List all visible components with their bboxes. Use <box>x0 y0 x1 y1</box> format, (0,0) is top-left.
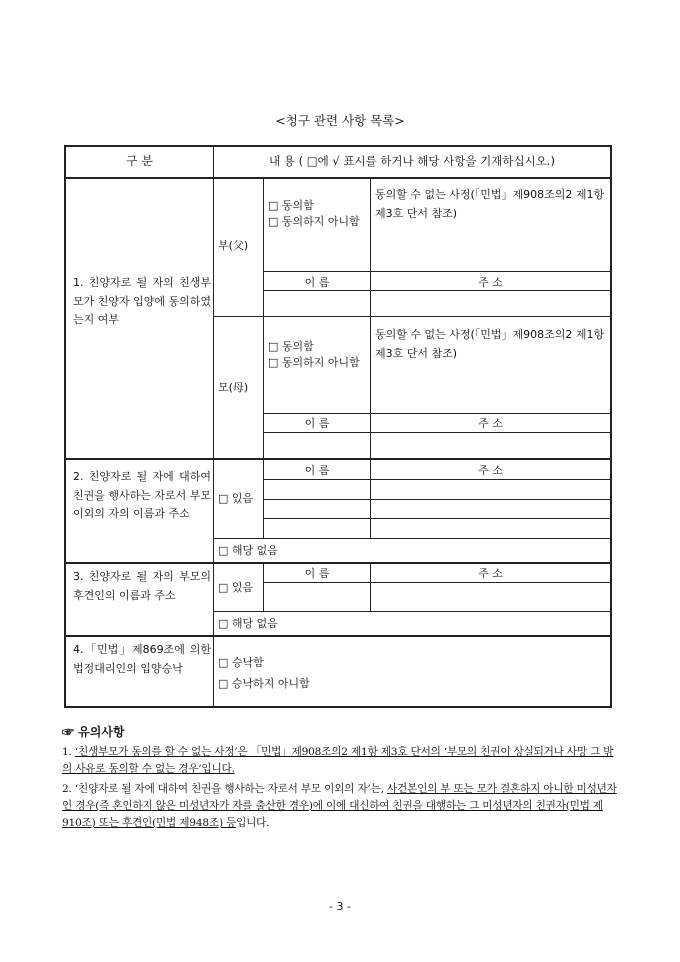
mother-name-input[interactable] <box>264 433 370 458</box>
mother-address-header: 주 소 <box>478 417 503 430</box>
father-nonconsent-checkbox[interactable]: □ 동의하지 아니함 <box>268 215 360 228</box>
note-1 <box>62 744 618 778</box>
note-1-number: 1. <box>62 746 75 758</box>
mother-consent-checkbox[interactable]: □ 동의함 <box>268 340 314 353</box>
mother-name-header: 이 름 <box>304 417 330 430</box>
mother-nonconsent-checkbox[interactable]: □ 동의하지 아니함 <box>268 356 360 369</box>
section3-name-input[interactable] <box>264 583 370 611</box>
note-2 <box>62 781 618 832</box>
father-address-header: 주 소 <box>478 276 503 289</box>
father-label: 부(父) <box>218 239 249 252</box>
section2-none-checkbox[interactable]: □ 해당 없음 <box>218 544 278 557</box>
section2-name-input[interactable] <box>264 480 370 538</box>
section2-address-input[interactable] <box>371 480 610 538</box>
page-title: <청구 관련 사항 목록> <box>275 113 405 128</box>
section3-label: 3. 친양자로 될 자의 부모의 후견인의 이름과 주소 <box>73 570 211 602</box>
section3-none-checkbox[interactable]: □ 해당 없음 <box>218 617 278 630</box>
father-address-input[interactable] <box>371 291 610 316</box>
section2-label: 2. 친양자로 될 자에 대하여 친권을 행사하는 자로서 부모 이외의 자의 이름과 주소 <box>73 470 212 520</box>
section1-label: 1. 친양자로 될 자의 친생부모가 친양자 입양에 동의하였는지 여부 <box>73 276 212 326</box>
section4-label: 4.「민법」제869조에 의한 법정대리인의 입양승낙 <box>73 643 211 675</box>
father-reason <box>375 186 609 223</box>
note-2-intro: 2. ‘친양자로 될 자에 대하여 친권을 행사하는 자로서 부모 이외의 자’는, <box>62 783 387 795</box>
mother-label: 모(母) <box>218 381 249 394</box>
mother-reason: 동의할 수 없는 사정(「민법」제908조의2 제1항 제3호 단서 참조) <box>375 328 605 360</box>
notes-heading: ☞ 유의사항 <box>62 725 125 739</box>
guardian-exists-checkbox[interactable]: □ 있음 <box>218 492 254 505</box>
note-1-text: ‘친생부모가 동의를 할 수 없는 사정’은 「민법」제908조의2 제1항 제3호 단서의 ‘부모의 친권이 상실되거나 사망 그 밖의 사유로 동의할 수 없는 경우’입니다. <box>62 746 614 775</box>
father-consent-checkbox[interactable]: □ 동의함 <box>268 199 314 212</box>
note-2-end: 입니다. <box>236 817 270 829</box>
father-name-input[interactable] <box>264 291 370 316</box>
section2-name-header: 이 름 <box>304 464 330 477</box>
section3-exists-checkbox[interactable]: □ 있음 <box>218 581 254 594</box>
page-number: - 3 - <box>329 900 351 913</box>
section3-address-header: 주 소 <box>478 567 503 580</box>
note-2-text: 사건본인의 부 또는 모가 결혼하지 아니한 미성년자인 경우(즉 혼인하지 않은 미성년자가 자를 출산한 경우)에 이에 대신하여 친권을 대행하는 그 미성년자의 친권자(민법 제910조) 또는 후견인(민법 제948조) 등 <box>62 783 617 829</box>
header-category: 구 분 <box>126 154 153 168</box>
section3-name-header: 이 름 <box>304 567 330 580</box>
section3-address-input[interactable] <box>371 583 610 611</box>
section2-address-header: 주 소 <box>478 464 503 477</box>
header-content: 내 용 ( □에 √ 표시를 하거나 해당 사항을 기재하십시오.) <box>269 154 555 168</box>
consent-refused-checkbox[interactable]: □ 승낙하지 아니함 <box>218 677 310 690</box>
mother-address-input[interactable] <box>371 433 610 458</box>
consent-granted-checkbox[interactable]: □ 승낙함 <box>218 656 264 669</box>
father-name-header: 이 름 <box>304 276 330 289</box>
father-reason-text: 동의할 수 없는 사정(「민법」제908조의2 제1항 제3호 단서 참조) <box>375 188 605 220</box>
